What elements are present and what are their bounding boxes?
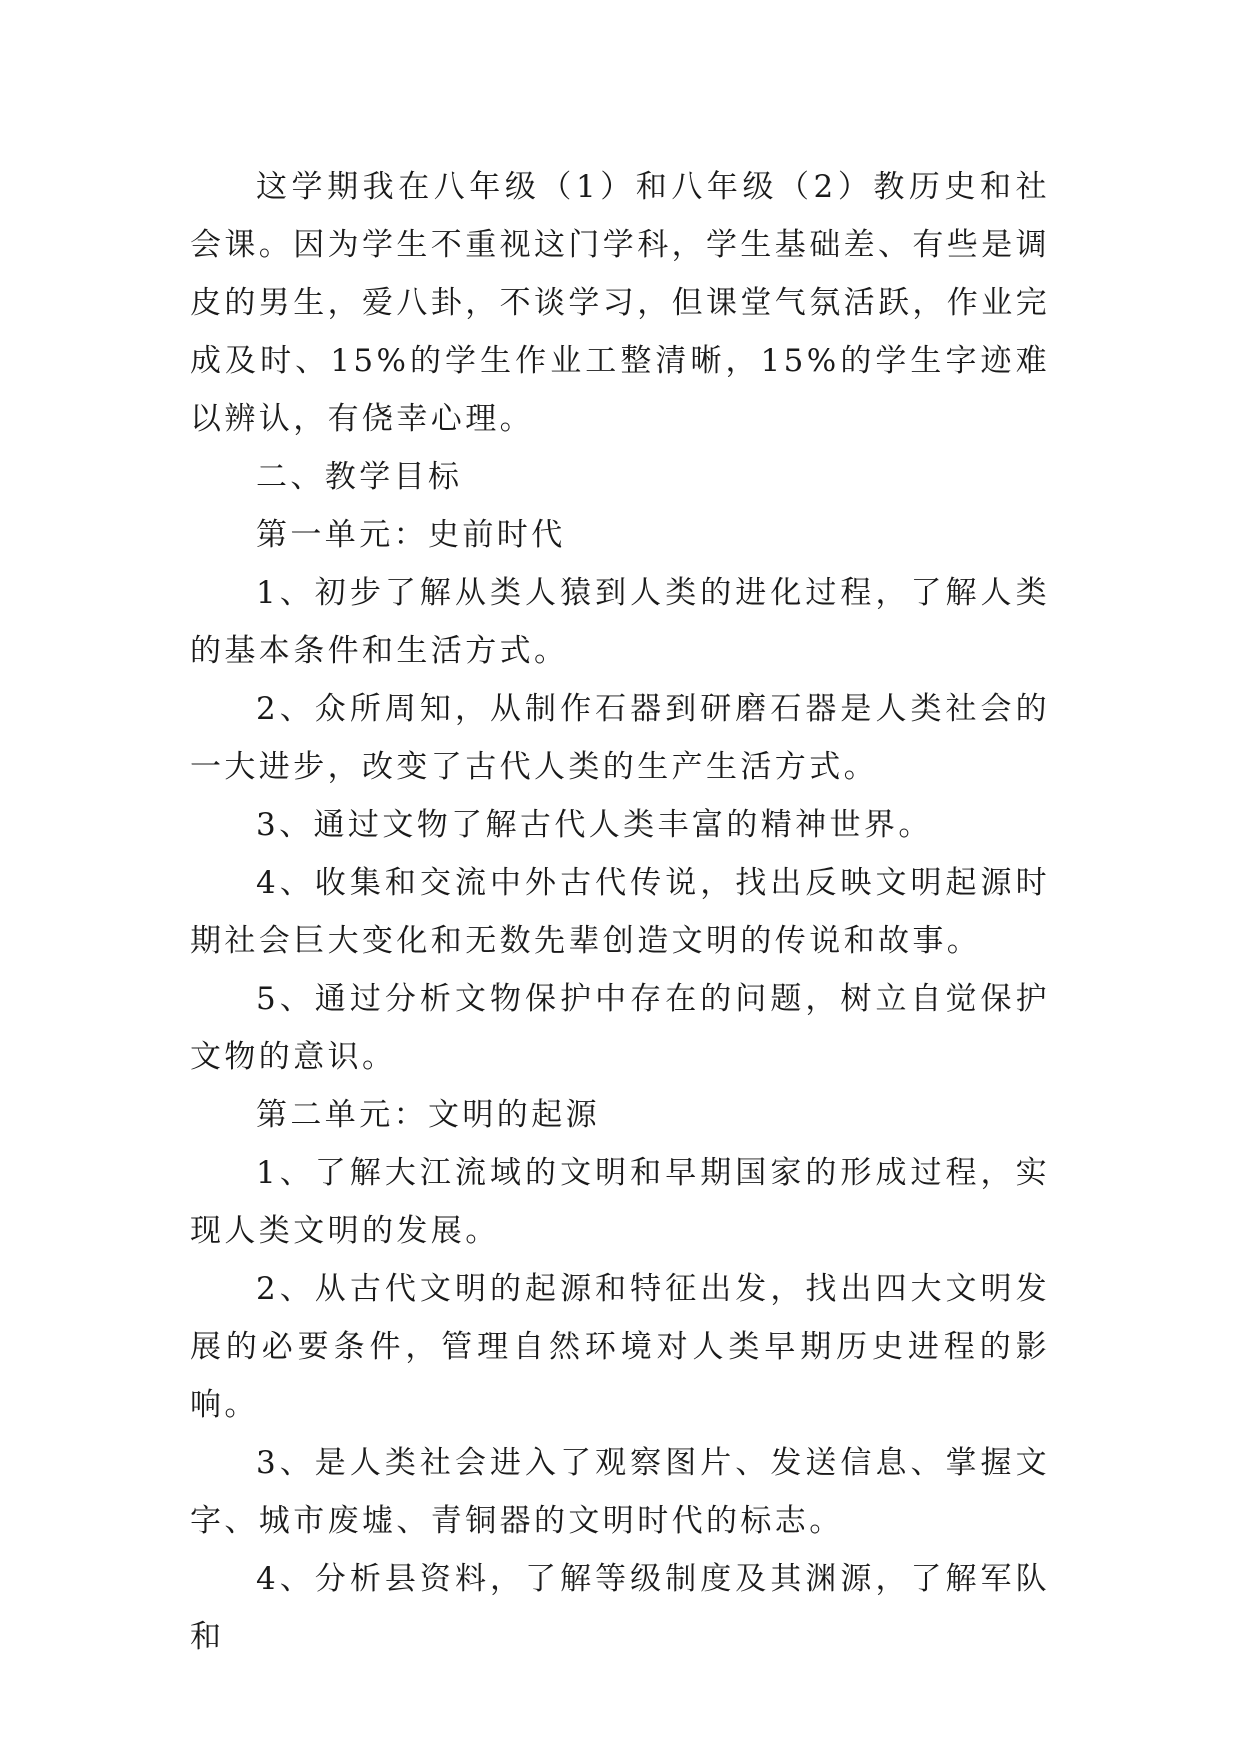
list-item: 4、收集和交流中外古代传说，找出反映文明起源时期社会巨大变化和无数先辈创造文明的传说和故事。 [190, 865, 1050, 959]
list-item: 3、通过文物了解古代人类丰富的精神世界。 [256, 807, 933, 843]
unit-heading-1: 第一单元：史前时代 [256, 517, 566, 553]
paragraph-intro: 这学期我在八年级（1）和八年级（2）教历史和社会课。因为学生不重视这门学科，学生基础差、有些是调皮的男生，爱八卦，不谈学习，但课堂气氛活跃，作业完成及时、15%的学生作业工整清晰，15%的学生字迹难以辨认，有侥幸心理。 [190, 169, 1050, 437]
unit-heading-2: 第二单元：文明的起源 [256, 1097, 600, 1133]
list-item: 1、了解大江流域的文明和早期国家的形成过程，实现人类文明的发展。 [190, 1155, 1050, 1249]
list-item: 5、通过分析文物保护中存在的问题，树立自觉保护文物的意识。 [190, 981, 1050, 1075]
list-item: 2、从古代文明的起源和特征出发，找出四大文明发展的必要条件，管理自然环境对人类早期历史进程的影响。 [190, 1271, 1050, 1423]
list-item: 1、初步了解从类人猿到人类的进化过程，了解人类的基本条件和生活方式。 [190, 575, 1050, 669]
list-item: 3、是人类社会进入了观察图片、发送信息、掌握文字、城市废墟、青铜器的文明时代的标志。 [190, 1445, 1050, 1539]
list-item: 2、众所周知，从制作石器到研磨石器是人类社会的一大进步，改变了古代人类的生产生活方式。 [190, 691, 1050, 785]
document-body [190, 158, 1050, 1666]
list-item: 4、分析县资料，了解等级制度及其渊源，了解军队和 [190, 1561, 1050, 1655]
section-heading-teaching-goals: 二、教学目标 [256, 459, 463, 495]
